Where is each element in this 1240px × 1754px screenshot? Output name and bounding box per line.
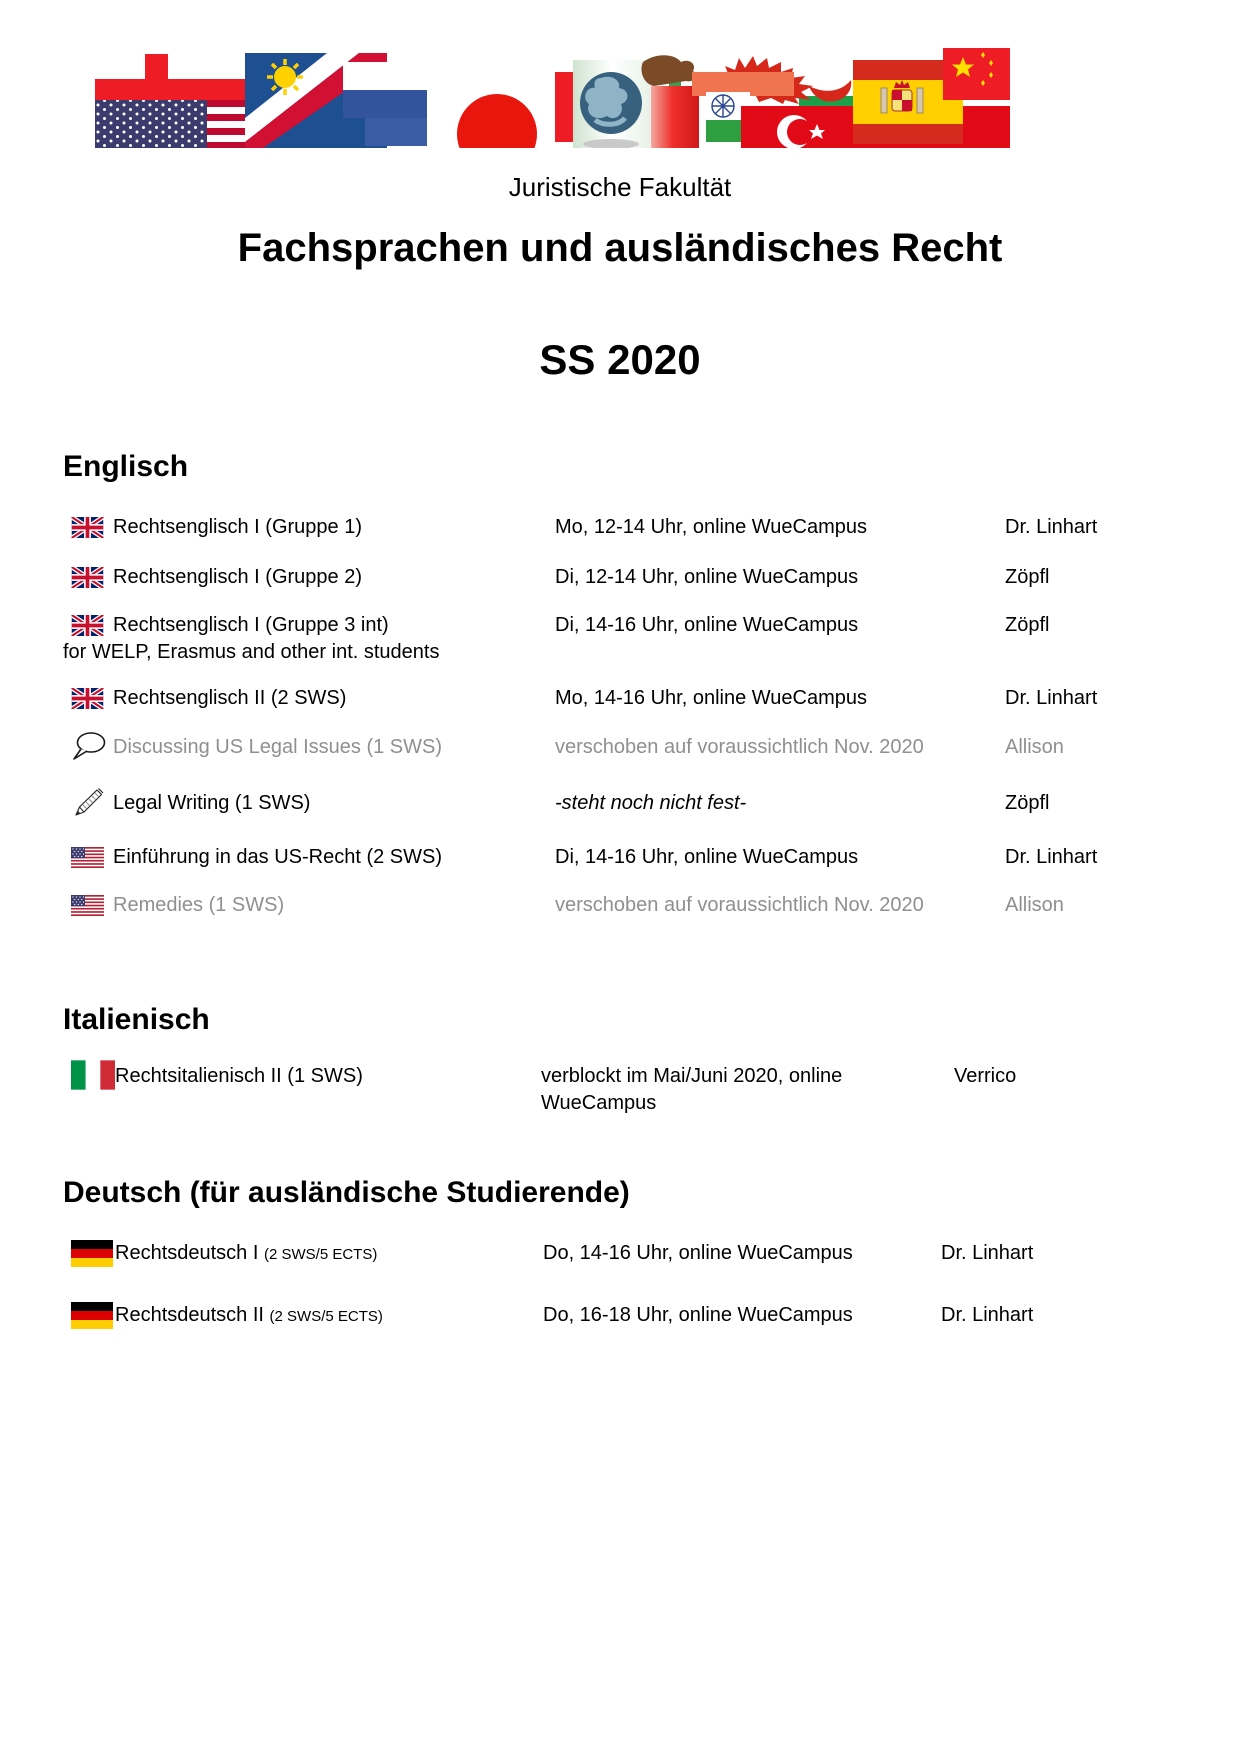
course-name: Rechtsitalienisch II (1 SWS) bbox=[115, 1065, 363, 1087]
course-row bbox=[63, 514, 1210, 564]
course-name: Legal Writing (1 SWS) bbox=[113, 792, 311, 814]
uk-flag-icon bbox=[63, 612, 113, 639]
course-name: Remedies (1 SWS) bbox=[113, 894, 285, 916]
course-row bbox=[63, 892, 1210, 919]
section-german-rows bbox=[63, 1240, 1210, 1268]
course-name: Einführung in das US-Recht (2 SWS) bbox=[113, 846, 443, 868]
course-name: Rechtsenglisch II (2 SWS) bbox=[113, 687, 347, 709]
course-instructor: Dr. Linhart bbox=[941, 1242, 1034, 1264]
section-heading-german: Deutsch (für ausländische Studierende) bbox=[63, 1176, 630, 1209]
course-row bbox=[63, 685, 1210, 734]
us-flag-icon bbox=[63, 892, 113, 919]
germany-flag-icon bbox=[63, 1302, 115, 1329]
course-instructor: Dr. Linhart bbox=[1005, 846, 1098, 868]
course-row bbox=[63, 844, 1210, 892]
speech-bubble-icon bbox=[63, 734, 113, 761]
section-german-rows bbox=[63, 1302, 1210, 1330]
course-name: Rechtsenglisch I (Gruppe 3 int) bbox=[113, 614, 389, 636]
section-heading-english: Englisch bbox=[63, 450, 189, 483]
course-schedule: Do, 14-16 Uhr, online WueCampus bbox=[543, 1242, 853, 1264]
course-schedule: Do, 16-18 Uhr, online WueCampus bbox=[543, 1304, 853, 1326]
course-instructor: Zöpfl bbox=[1005, 566, 1050, 588]
course-schedule: Di, 14-16 Uhr, online WueCampus bbox=[555, 846, 859, 868]
uk-flag-icon bbox=[63, 564, 113, 591]
course-schedule: Mo, 14-16 Uhr, online WueCampus bbox=[555, 687, 868, 709]
institution-name: Juristische Fakultät bbox=[508, 172, 732, 202]
course-row bbox=[63, 1302, 1210, 1330]
semester-label: SS 2020 bbox=[539, 336, 701, 383]
course-schedule: verblockt im Mai/Juni 2020, online WueCampus bbox=[541, 1065, 843, 1114]
course-note: for WELP, Erasmus and other int. students bbox=[63, 641, 440, 663]
uk-flag-icon bbox=[63, 685, 113, 712]
course-instructor: Zöpfl bbox=[1005, 614, 1050, 636]
course-credits: (2 SWS/5 ECTS) bbox=[269, 1308, 383, 1325]
course-instructor: Zöpfl bbox=[1005, 792, 1050, 814]
course-name: Rechtsenglisch I (Gruppe 1) bbox=[113, 516, 363, 538]
section-english-rows bbox=[63, 514, 1210, 919]
section-heading-italian: Italienisch bbox=[63, 1003, 210, 1036]
course-schedule: Di, 12-14 Uhr, online WueCampus bbox=[555, 566, 859, 588]
china-flag bbox=[943, 48, 1010, 100]
course-credits: (2 SWS/5 ECTS) bbox=[263, 1246, 378, 1263]
page-title: Fachsprachen und ausländisches Recht bbox=[237, 226, 1003, 270]
germany-flag-icon bbox=[63, 1240, 115, 1267]
italy-flag-icon bbox=[63, 1063, 115, 1090]
course-row bbox=[63, 1240, 1210, 1268]
course-name: Rechtsenglisch I (Gruppe 2) bbox=[113, 566, 363, 588]
course-row bbox=[63, 564, 1210, 612]
course-schedule: verschoben auf voraussichtlich Nov. 2020 bbox=[555, 736, 924, 758]
flags-banner-image bbox=[95, 48, 1010, 148]
japan-flag bbox=[427, 68, 565, 148]
us-flag-icon bbox=[63, 844, 113, 871]
flags-collage bbox=[95, 48, 1010, 148]
course-row bbox=[63, 790, 1210, 844]
pencil-icon bbox=[63, 790, 113, 817]
course-row bbox=[63, 734, 1210, 790]
course-instructor: Dr. Linhart bbox=[1005, 516, 1098, 538]
course-row bbox=[63, 1063, 1210, 1117]
course-instructor: Allison bbox=[1005, 736, 1064, 758]
course-row bbox=[63, 612, 1210, 685]
course-name: Rechtsdeutsch II bbox=[115, 1304, 264, 1326]
uk-flag-icon bbox=[63, 514, 113, 541]
course-instructor: Allison bbox=[1005, 894, 1064, 916]
course-instructor: Dr. Linhart bbox=[1005, 687, 1098, 709]
course-instructor: Verrico bbox=[954, 1065, 1017, 1087]
course-schedule: verschoben auf voraussichtlich Nov. 2020 bbox=[555, 894, 924, 916]
course-schedule: Di, 14-16 Uhr, online WueCampus bbox=[555, 614, 859, 636]
section-italian-rows bbox=[63, 1063, 1210, 1117]
course-name: Discussing US Legal Issues (1 SWS) bbox=[113, 736, 443, 758]
course-name: Rechtsdeutsch I bbox=[115, 1242, 259, 1264]
course-instructor: Dr. Linhart bbox=[941, 1304, 1034, 1326]
course-schedule: -steht noch nicht fest- bbox=[555, 792, 747, 814]
globe-image bbox=[573, 60, 651, 148]
course-schedule: Mo, 12-14 Uhr, online WueCampus bbox=[555, 516, 868, 538]
